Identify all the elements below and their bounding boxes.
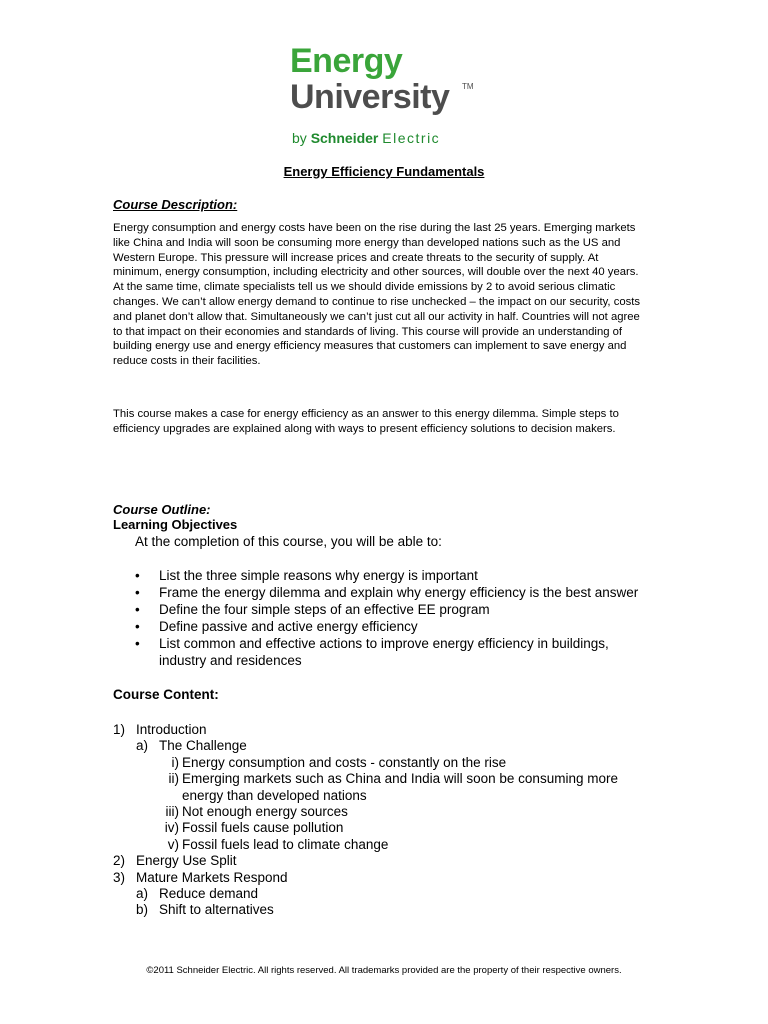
outline-number: 2) bbox=[113, 853, 126, 869]
course-outline-heading: Course Outline: bbox=[113, 502, 211, 517]
outline-text: Mature Markets Respond bbox=[136, 869, 288, 885]
course-content-outline bbox=[113, 722, 643, 919]
outline-text: Fossil fuels lead to climate change bbox=[182, 836, 389, 852]
course-description-heading: Course Description: bbox=[113, 197, 238, 212]
document-title: Energy Efficiency Fundamentals bbox=[283, 164, 485, 179]
learning-objectives-list bbox=[135, 567, 655, 669]
logo-brand: Schneider bbox=[310, 130, 379, 146]
outline-number: iv) bbox=[164, 820, 179, 836]
outline-number: ii) bbox=[168, 771, 179, 787]
energy-university-logo bbox=[290, 42, 490, 152]
outline-number: 3) bbox=[113, 869, 126, 885]
outline-text: Energy Use Split bbox=[136, 853, 237, 869]
outline-text: Energy consumption and costs - constantly on the rise bbox=[182, 754, 507, 770]
outline-number: v) bbox=[167, 836, 179, 852]
list-item: • List common and effective actions to improve energy efficiency in buildings, industry and residences bbox=[135, 635, 655, 669]
logo-brand-suffix: Electric bbox=[382, 130, 441, 146]
outline-number: iii) bbox=[165, 804, 179, 820]
outline-item bbox=[113, 804, 643, 820]
logo-word-energy: Energy bbox=[290, 42, 403, 80]
outline-text: Introduction bbox=[136, 722, 207, 737]
outline-number: 1) bbox=[113, 722, 126, 737]
outline-text: Not enough energy sources bbox=[182, 804, 348, 820]
logo-by: by bbox=[292, 130, 307, 146]
outline-text: Fossil fuels cause pollution bbox=[182, 820, 344, 836]
course-description-paragraph-2: This course makes a case for energy efficiency as an answer to this energy dilemma. Simple steps to efficiency upgrades are explained along with ways to present efficiency solutions to decision makers. bbox=[113, 408, 619, 435]
outline-number: b) bbox=[136, 902, 149, 918]
list-item: • Define passive and active energy efficiency bbox=[135, 618, 655, 635]
learning-objectives-heading: Learning Objectives bbox=[113, 517, 238, 532]
outline-item bbox=[113, 853, 643, 869]
outline-item bbox=[113, 722, 643, 738]
outline-item bbox=[113, 902, 643, 918]
logo-trademark: TM bbox=[462, 82, 474, 91]
course-content-heading: Course Content: bbox=[113, 687, 219, 702]
outline-item bbox=[113, 886, 643, 902]
learning-objectives-intro: At the completion of this course, you will be able to: bbox=[135, 534, 442, 549]
course-description-paragraph-1: Energy consumption and energy costs have been on the rise during the last 25 years. Emerging markets like China and India will soon be consuming more energy than developed nations such as the US and Western Europe. This pressure will increase prices and create threats to the security of supply. At minimum, energy consumption, including electricity and other sources, will double over the next 40 years. At the same time, climate specialists tell us we should divide emissions by 2 to avoid serious climatic changes. We can’t allow energy demand to continue to rise unchecked – the impact on our security, costs and planet don’t allow that. Simultaneously we can’t just cut all our activity in half. Countries will not agree to that impact on their economies and standards of living. This course will provide an understanding of building energy use and energy efficiency measures that customers can implement to save energy and reduce costs in their facilities. bbox=[113, 222, 641, 368]
outline-number: a) bbox=[136, 886, 149, 902]
outline-text: The Challenge bbox=[159, 738, 247, 754]
outline-item bbox=[113, 820, 643, 836]
outline-item bbox=[113, 755, 643, 771]
outline-item bbox=[113, 738, 643, 754]
logo-byline bbox=[292, 130, 440, 146]
outline-text: Reduce demand bbox=[159, 886, 259, 902]
list-item: • Define the four simple steps of an effective EE program bbox=[135, 601, 655, 618]
outline-text: Shift to alternatives bbox=[159, 902, 274, 918]
outline-item bbox=[113, 870, 643, 886]
copyright-footer: ©2011 Schneider Electric. All rights reserved. All trademarks provided are the property of their respective owners. bbox=[146, 965, 622, 976]
outline-item bbox=[113, 837, 643, 853]
list-item: • List the three simple reasons why energy is important bbox=[135, 567, 655, 584]
outline-text: Emerging markets such as China and India will soon be consuming more energy than developed nations bbox=[182, 771, 618, 803]
logo-word-university: University bbox=[290, 78, 450, 116]
outline-number: i) bbox=[171, 754, 179, 770]
outline-item bbox=[113, 771, 643, 804]
list-item: • Frame the energy dilemma and explain why energy efficiency is the best answer bbox=[135, 584, 655, 601]
outline-number: a) bbox=[136, 738, 149, 754]
